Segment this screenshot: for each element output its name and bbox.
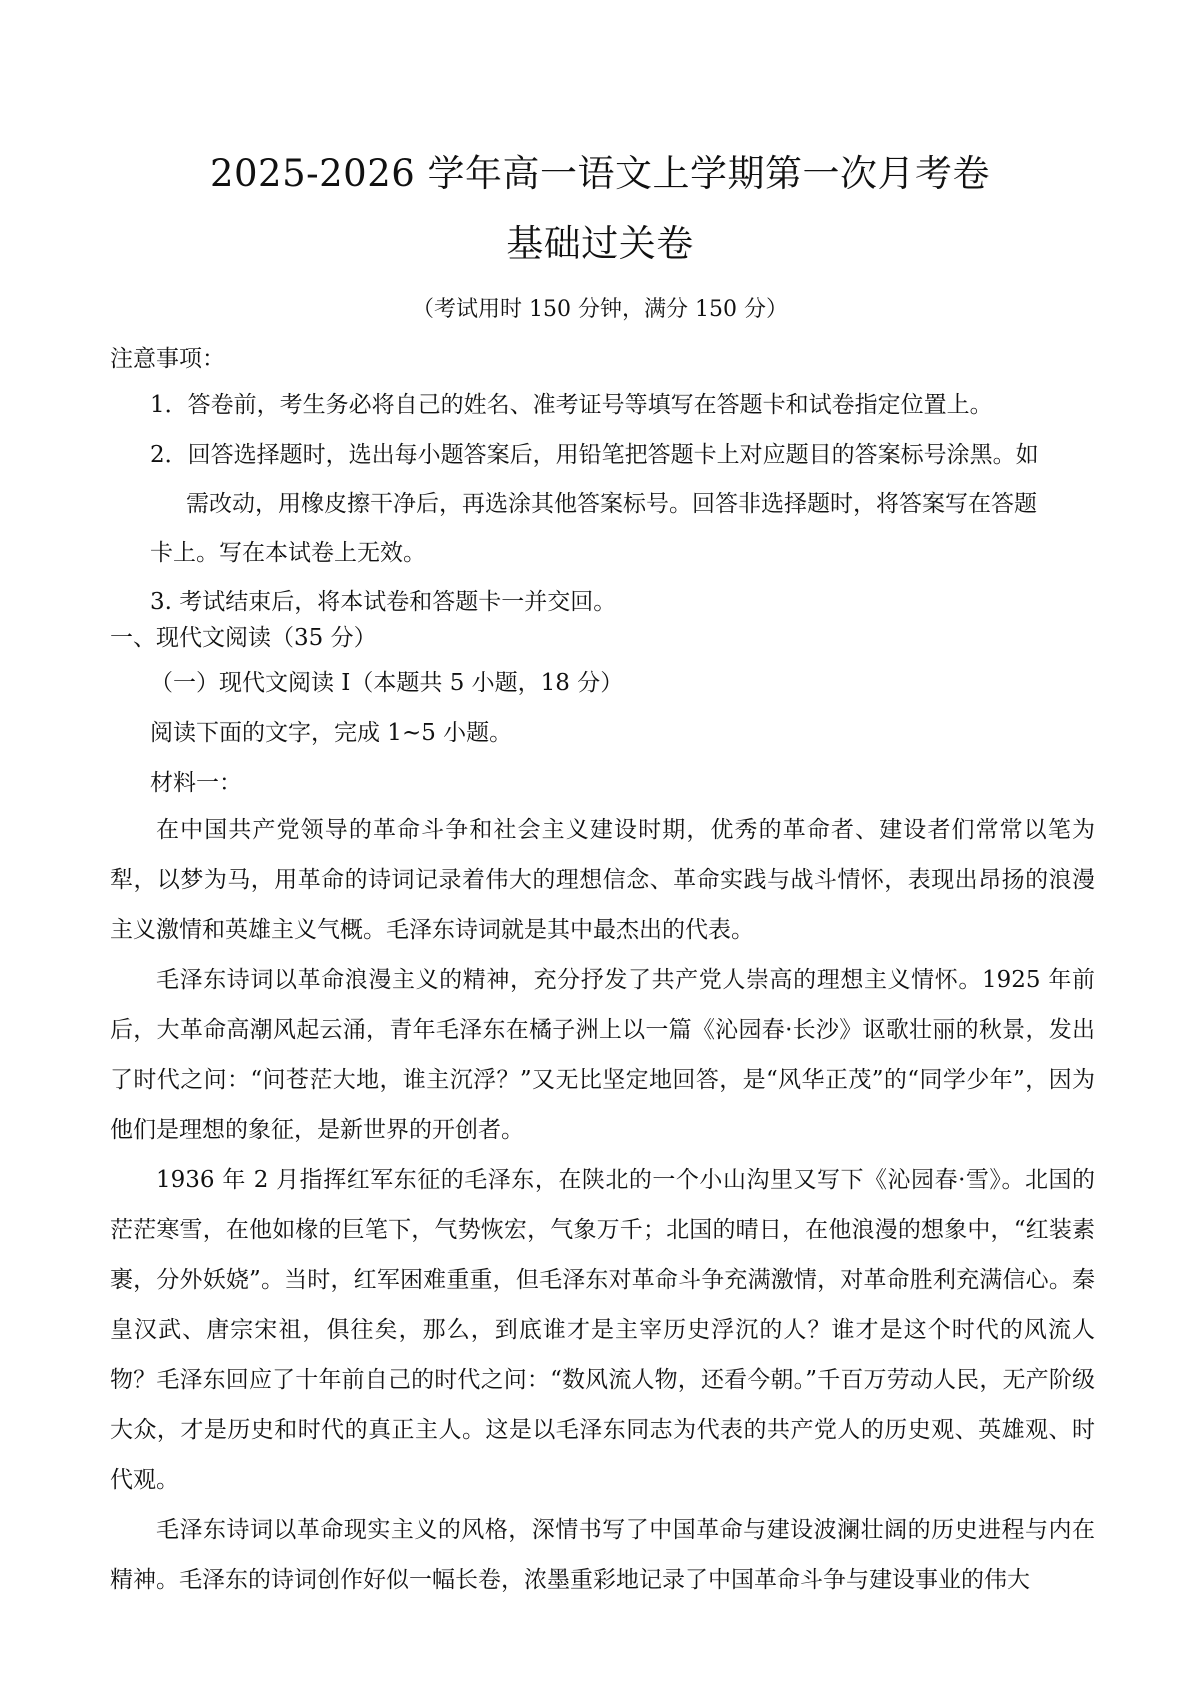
paragraph-4: 毛泽东诗词以革命现实主义的风格，深情书写了中国革命与建设波澜壮阔的历史进程与内在精神。毛泽东的诗词创作好似一幅长卷，浓墨重彩地记录了中国革命斗争与建设事业的伟大 bbox=[110, 1517, 1095, 1593]
page-subtitle: 基础过关卷 bbox=[506, 222, 694, 265]
notice-item-2-line-2: 需改动，用橡皮擦干净后，再选涂其他答案标号。回答非选择题时，将答案写在答题 bbox=[186, 491, 1037, 517]
paragraph-3: 1936 年 2 月指挥红军东征的毛泽东，在陕北的一个小山沟里又写下《沁园春·雪》。北国的茫茫寒雪，在他如椽的巨笔下，气势恢宏，气象万千；北国的晴日，在他浪漫的想象中，“红装素裹，分外妖娆”。当时，红军困难重重，但毛泽东对革命斗争充满激情，对革命胜利充满信心。秦皇汉武、唐宗宋祖，俱往矣，那么，到底谁才是主宰历史浮沉的人？谁才是这个时代的风流人物？毛泽东回应了十年前自己的时代之问：“数风流人物，还看今朝。”千百万劳动人民，无产阶级大众，才是历史和时代的真正主人。这是以毛泽东同志为代表的共产党人的历史观、英雄观、时代观。 bbox=[110, 1167, 1095, 1493]
paragraph-1: 在中国共产党领导的革命斗争和社会主义建设时期，优秀的革命者、建设者们常常以笔为犁，以梦为马，用革命的诗词记录着伟大的理想信念、革命实践与战斗情怀，表现出昂扬的浪漫主义激情和英雄主义气概。毛泽东诗词就是其中最杰出的代表。 bbox=[110, 817, 1095, 943]
section-heading: 一、现代文阅读（35 分） bbox=[110, 625, 377, 651]
page-title: 2025-2026 学年高一语文上学期第一次月考卷 bbox=[209, 152, 991, 195]
notice-item-1: 1．答卷前，考生务必将自己的姓名、准考证号等填写在答题卡和试卷指定位置上。 bbox=[150, 392, 993, 418]
section-subheading: （一）现代文阅读 Ⅰ（本题共 5 小题，18 分） bbox=[150, 670, 624, 696]
exam-info: （考试用时 150 分钟，满分 150 分） bbox=[412, 297, 788, 322]
notice-item-2-line-1: 2．回答选择题时，选出每小题答案后，用铅笔把答题卡上对应题目的答案标号涂黑。如 bbox=[150, 442, 1039, 468]
notice-item-3: 3. 考试结束后，将本试卷和答题卡一并交回。 bbox=[150, 589, 617, 615]
paragraph-2: 毛泽东诗词以革命浪漫主义的精神，充分抒发了共产党人崇高的理想主义情怀。1925 年前后，大革命高潮风起云涌，青年毛泽东在橘子洲上以一篇《沁园春·长沙》讴歌壮丽的秋景，发出了时代之问：“问苍茫大地，谁主沉浮？”又无比坚定地回答，是“风华正茂”的“同学少年”，因为他们是理想的象征，是新世界的开创者。 bbox=[110, 967, 1095, 1143]
notice-item-2-line-3: 卡上。写在本试卷上无效。 bbox=[150, 540, 426, 566]
reading-instruction: 阅读下面的文字，完成 1~5 小题。 bbox=[150, 720, 513, 746]
notice-heading: 注意事项： bbox=[110, 346, 225, 372]
material-label: 材料一： bbox=[150, 770, 242, 796]
